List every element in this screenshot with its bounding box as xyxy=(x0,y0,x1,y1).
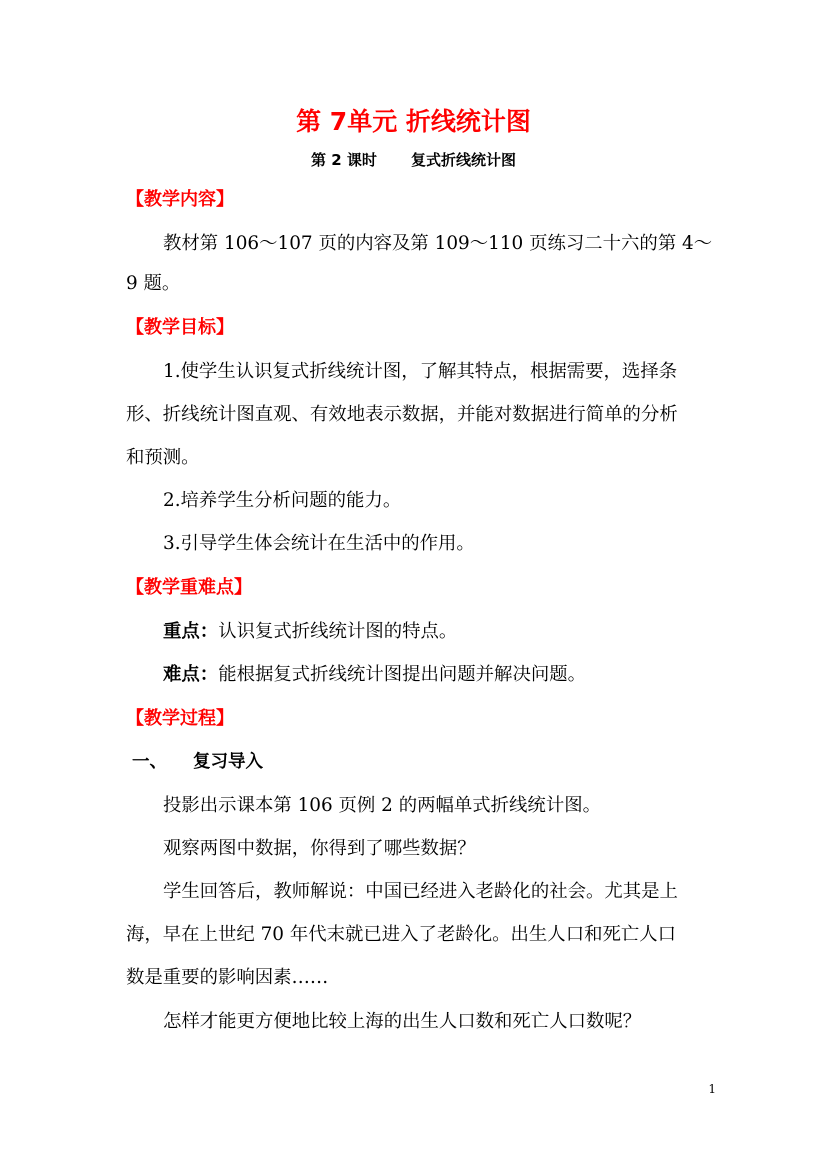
key-point-text: 认识复式折线统计图的特点。 xyxy=(218,621,458,642)
section-heading-process: 【教学过程】 xyxy=(126,708,234,729)
step-title: 复习导入 xyxy=(193,752,263,772)
hard-point-label: 难点： xyxy=(163,664,219,685)
process-line-6: 怎样才能更方便地比较上海的出生人口数和死亡人口数呢？ xyxy=(163,1011,642,1032)
process-line-4: 海，早在上世纪 70 年代末就已进入了老龄化。出生人口和死亡人口 xyxy=(126,924,677,945)
process-line-5: 数是重要的影响因素…… xyxy=(126,967,329,988)
hard-point-text: 能根据复式折线统计图提出问题并解决问题。 xyxy=(218,664,587,685)
section-heading-content: 【教学内容】 xyxy=(126,189,234,210)
page-number: 1 xyxy=(708,1082,716,1096)
hard-point-line xyxy=(163,661,763,689)
key-point-label: 重点： xyxy=(163,621,219,642)
lesson-number: 第 2 课时 xyxy=(311,151,377,169)
content-line-1: 教材第 106～107 页的内容及第 109～110 页练习二十六的第 4～ xyxy=(163,233,713,254)
goal-line-5: 3.引导学生体会统计在生活中的作用。 xyxy=(163,533,475,554)
process-line-3: 学生回答后，教师解说：中国已经进入老龄化的社会。尤其是上 xyxy=(163,881,678,902)
key-point-line xyxy=(163,618,763,646)
lesson-subtitle xyxy=(0,148,827,172)
step-number: 一、 xyxy=(132,752,167,772)
section-heading-goals: 【教学目标】 xyxy=(126,317,234,338)
process-line-1: 投影出示课本第 106 页例 2 的两幅单式折线统计图。 xyxy=(163,795,601,816)
section-heading-keypoints: 【教学重难点】 xyxy=(126,577,252,598)
goal-line-2: 形、折线统计图直观、有效地表示数据，并能对数据进行简单的分析 xyxy=(126,404,678,425)
step-heading xyxy=(132,748,263,776)
goal-line-4: 2.培养学生分析问题的能力。 xyxy=(163,490,402,511)
goal-line-3: 和预测。 xyxy=(126,447,200,468)
lesson-name: 复式折线统计图 xyxy=(410,151,516,169)
content-line-2: 9 题。 xyxy=(126,273,181,294)
unit-title: 第 7单元 折线统计图 xyxy=(296,107,531,136)
goal-line-1: 1.使学生认识复式折线统计图，了解其特点，根据需要，选择条 xyxy=(163,361,678,382)
process-line-2: 观察两图中数据，你得到了哪些数据？ xyxy=(163,838,476,859)
